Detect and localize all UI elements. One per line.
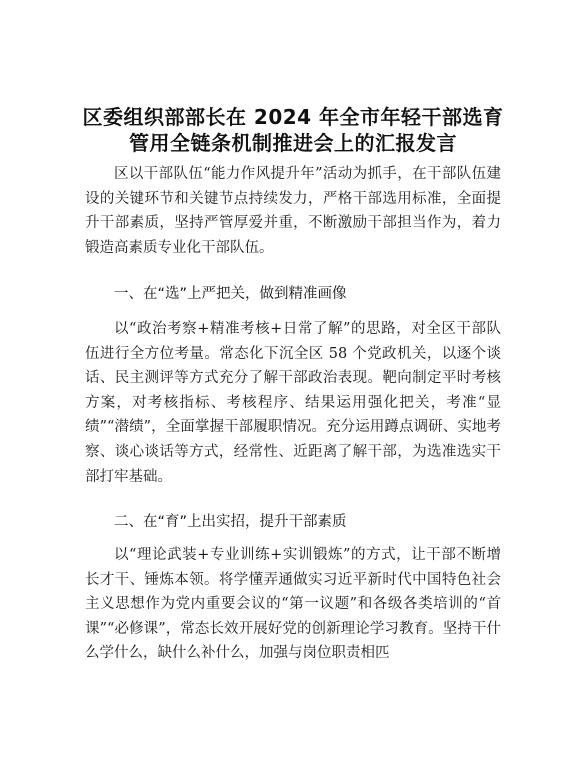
document-title: 区委组织部部长在 2024 年全市年轻干部选育管用全链条机制推进会上的汇报发言	[82, 105, 504, 155]
intro-paragraph: 区以干部队伍“能力作风提升年”活动为抓手，在干部队伍建设的关键环节和关键节点持续发力，严格干部选用标准，全面提升干部素质，坚持严管厚爱并重，不断激励干部担当作为，着力锻造高素质专业化干部队伍。	[85, 166, 501, 256]
section-1-paragraph: 以“政治考察+精准考核+日常了解”的思路，对全区干部队伍进行全方位考量。常态化下沉全区 58 个党政机关，以逐个谈话、民主测评等方式充分了解干部政治表现。靶向制定平时考核方案，对考核指标、考核程序、结果运用强化把关，考准“显绩”“潜绩”，全面掌握干部履职情况。充分运用蹲点调研、实地考察、谈心谈话等方式，经常性、近距离了解干部，为选准选实干部打牢基础。	[85, 321, 501, 485]
section-2-heading: 二、在“育”上出实招，提升干部素质	[114, 514, 347, 530]
section-1-heading: 一、在“选”上严把关，做到精准画像	[114, 286, 347, 302]
section-2-paragraph: 以“理论武装+专业训练+实训锻炼”的方式，让干部不断增长才干、锤炼本领。将学懂弄通做实习近平新时代中国特色社会主义思想作为党内重要会议的“第一议题”和各级各类培训的“首课”“必修课”，常态长效开展好党的创新理论学习教育。坚持干什么学什么，缺什么补什么，加强与岗位职责相匹	[85, 547, 501, 662]
